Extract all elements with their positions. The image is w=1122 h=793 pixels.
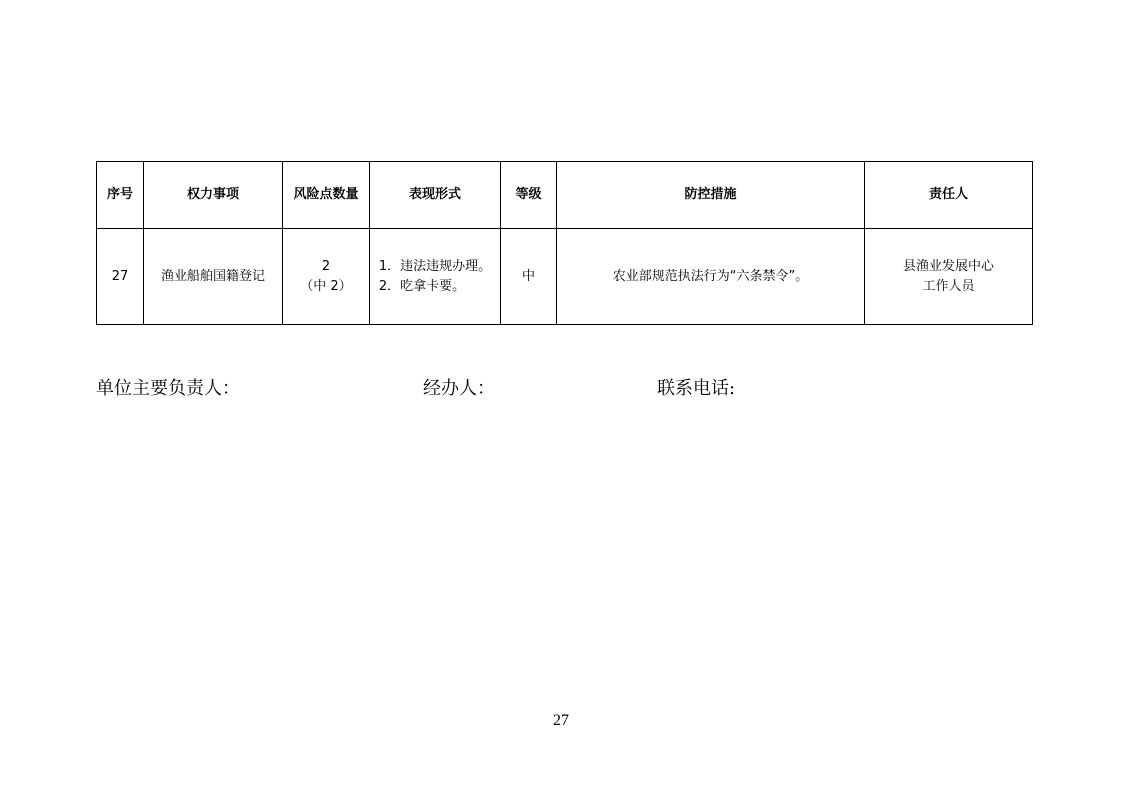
cell-level: 中: [501, 229, 557, 325]
header-level: 等级: [501, 162, 557, 229]
header-manifestation: 表现形式: [370, 162, 501, 229]
cell-risk-count: [283, 229, 370, 325]
header-power-item: 权力事项: [144, 162, 283, 229]
cell-manifestation: [370, 229, 501, 325]
handler-signature-label: 经办人：: [423, 378, 495, 399]
header-responsible: 责任人: [865, 162, 1033, 229]
risk-count-detail: （中 2）: [300, 278, 352, 294]
responsible-line-2: 工作人员: [922, 278, 975, 294]
risk-count-value: 2: [321, 258, 331, 274]
cell-power-item: 渔业船舶国籍登记: [144, 229, 283, 325]
contact-phone-label: 联系电话:: [657, 378, 736, 399]
cell-responsible: [865, 229, 1033, 325]
cell-measures: 农业部规范执法行为“六条禁令”。: [557, 229, 865, 325]
cell-seq: 27: [97, 229, 144, 325]
risk-table: [96, 161, 1033, 325]
manifestation-list: [379, 257, 491, 297]
leader-signature-label: 单位主要负责人：: [96, 378, 240, 399]
header-risk-count: 风险点数量: [283, 162, 370, 229]
table-row: [97, 229, 1033, 325]
header-seq: 序号: [97, 162, 144, 229]
manifestation-item: 2．吃拿卡要。: [378, 278, 466, 294]
responsible-line-1: 县渔业发展中心: [902, 258, 994, 274]
header-measures: 防控措施: [557, 162, 865, 229]
page-number: 27: [553, 712, 569, 729]
table-header-row: [97, 162, 1033, 229]
manifestation-item: 1．违法违规办理。: [378, 258, 492, 274]
